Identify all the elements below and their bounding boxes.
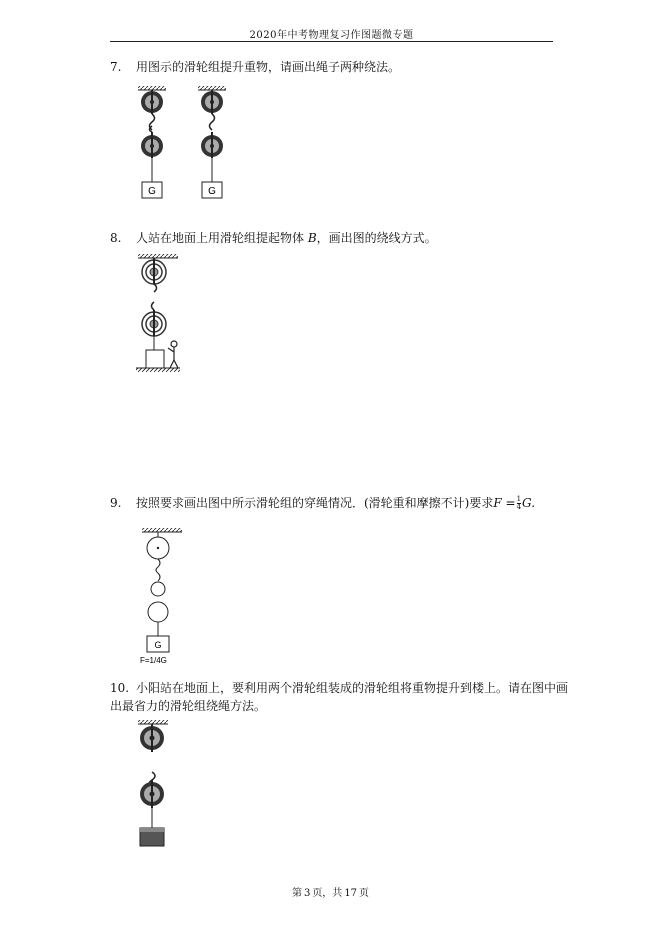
question-text: 用图示的滑轮组提升重物，请画出绳子两种绕法。 [136, 60, 401, 74]
weight-label: G [154, 640, 162, 650]
question-text-line2: 出最省力的滑轮组绕绳方法。 [110, 699, 267, 713]
weight-label: G [148, 186, 156, 197]
question-text-b: ，画出图的绕线方式。 [316, 231, 437, 245]
question-7 [110, 58, 400, 76]
header-rule [110, 41, 553, 42]
weight-label: G [208, 186, 216, 197]
object-var: B [307, 231, 317, 245]
page-number: 3 [303, 888, 311, 899]
person-figure [168, 341, 178, 368]
question-number: 8. [110, 231, 122, 245]
pulley-system-right [198, 86, 226, 198]
formula-rhs: G. [522, 496, 536, 510]
footer-text: 页，共 [312, 888, 343, 899]
fraction-numerator: 1 [516, 495, 522, 503]
question-text: 按照要求画出图中所示滑轮组的穿绳情况．(滑轮重和摩擦不计)要求 [136, 496, 494, 510]
question-number: 10. [110, 681, 130, 695]
question-10-cont [110, 697, 266, 715]
page-header: 2020年中考物理复习作图题微专题 [249, 30, 414, 41]
question-text-a: 人站在地面上用滑轮组提起物体 [136, 231, 308, 245]
fraction [517, 496, 521, 511]
figure-q7 [130, 84, 240, 204]
pulley-system-left [138, 86, 166, 198]
force-label: F=1/4G [140, 656, 167, 665]
question-8 [110, 229, 437, 247]
question-number: 7. [110, 60, 122, 74]
formula-lhs: F = [493, 496, 516, 510]
page-total: 17 [344, 888, 358, 899]
footer-text: 第 [291, 888, 302, 899]
figure-q8 [134, 252, 194, 378]
figure-q10 [134, 718, 174, 850]
question-text-line1: 小阳站在地面上，要利用两个滑轮组装成的滑轮组将重物提升到楼上。请在图中画 [136, 681, 569, 695]
question-10 [110, 679, 568, 697]
fraction-denominator: 4 [516, 503, 522, 511]
figure-q9 [138, 526, 188, 666]
question-9 [110, 494, 535, 512]
footer-text: 页 [359, 888, 370, 899]
page-footer [0, 884, 661, 899]
question-number: 9. [110, 496, 122, 510]
